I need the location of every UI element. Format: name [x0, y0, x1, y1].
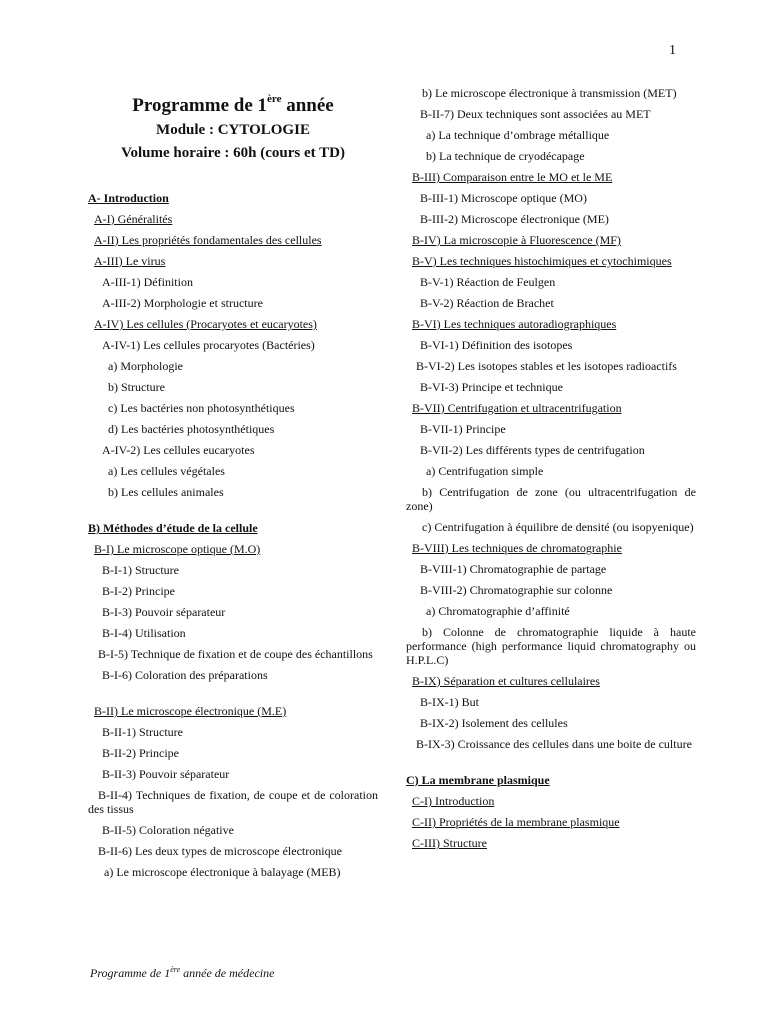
outline-heading [406, 254, 696, 268]
outline-text: a) Le microscope électronique à balayage (MEB) [104, 865, 341, 879]
outline-heading [406, 815, 696, 829]
outline-item [406, 128, 696, 142]
outline-item [406, 191, 696, 205]
outline-heading [88, 191, 378, 205]
outline-text: C) La membrane plasmique [406, 773, 550, 787]
outline-text: C-III) Structure [412, 836, 487, 850]
outline-item [88, 865, 378, 879]
outline-item [88, 563, 378, 577]
outline-text: a) Les cellules végétales [108, 464, 225, 478]
outline-item [88, 275, 378, 289]
outline-item [88, 844, 378, 858]
outline-text: A-IV) Les cellules (Procaryotes et eucaryotes) [94, 317, 317, 331]
outline-text: B-III-1) Microscope optique (MO) [420, 191, 587, 205]
outline-text: B-I-2) Principe [102, 584, 175, 598]
outline-item [406, 520, 696, 534]
outline-text: B-IX-2) Isolement des cellules [420, 716, 568, 730]
right-outline [406, 86, 696, 850]
outline-text: a) Morphologie [108, 359, 183, 373]
outline-text: A-IV-1) Les cellules procaryotes (Bactéries) [102, 338, 315, 352]
outline-text: B-VIII-2) Chromatographie sur colonne [420, 583, 613, 597]
outline-heading [406, 541, 696, 555]
outline-text: B-I-6) Coloration des préparations [102, 668, 268, 682]
outline-text: B-I) Le microscope optique (M.O) [94, 542, 261, 556]
outline-heading [88, 704, 378, 718]
outline-text: B-II-7) Deux techniques sont associées au MET [420, 107, 651, 121]
outline-text: A-II) Les propriétés fondamentales des cellules [94, 233, 322, 247]
outline-heading [88, 317, 378, 331]
outline-text: A-III-2) Morphologie et structure [102, 296, 263, 310]
outline-text: d) Les bactéries photosynthétiques [108, 422, 275, 436]
outline-text: B-II) Le microscope électronique (M.E) [94, 704, 287, 718]
outline-heading [406, 674, 696, 688]
outline-item [88, 668, 378, 682]
outline-item [88, 338, 378, 352]
outline-text: B-VII) Centrifugation et ultracentrifugation [412, 401, 622, 415]
outline-text: B-VII-2) Les différents types de centrifugation [420, 443, 645, 457]
outline-text: c) Centrifugation à équilibre de densité (ou isopyenique) [422, 520, 694, 534]
outline-item [406, 485, 696, 513]
module-title: Module : CYTOLOGIE [156, 122, 310, 138]
page-number: 1 [669, 43, 676, 58]
outline-text: B-VI-1) Définition des isotopes [420, 338, 573, 352]
outline-text: A-I) Généralités [94, 212, 173, 226]
outline-text: B-I-1) Structure [102, 563, 179, 577]
outline-item [406, 562, 696, 576]
outline-text: B-II-2) Principe [102, 746, 179, 760]
outline-item [406, 296, 696, 310]
outline-item [88, 626, 378, 640]
outline-heading [88, 542, 378, 556]
outline-item [406, 212, 696, 226]
page-footer: Programme de 1ère année de médecine [90, 965, 275, 980]
outline-item [88, 485, 378, 499]
left-column [88, 84, 378, 886]
outline-text: B-V) Les techniques histochimiques et cytochimiques [412, 254, 672, 268]
outline-text: B-II-1) Structure [102, 725, 183, 739]
outline-item [88, 296, 378, 310]
outline-item [406, 695, 696, 709]
page-title: Programme de 1ère année [132, 93, 334, 116]
outline-text: B-VIII) Les techniques de chromatographie [412, 541, 622, 555]
outline-item [88, 823, 378, 837]
outline-item [88, 443, 378, 457]
outline-heading [406, 836, 696, 850]
outline-text: B-III-2) Microscope électronique (ME) [420, 212, 609, 226]
outline-text: B-VIII-1) Chromatographie de partage [420, 562, 607, 576]
outline-text: B-IX) Séparation et cultures cellulaires [412, 674, 600, 688]
outline-text: B-III) Comparaison entre le MO et le ME [412, 170, 613, 184]
outline-item [88, 767, 378, 781]
outline-text: A- Introduction [88, 191, 169, 205]
outline-heading [88, 254, 378, 268]
outline-text: B-II-6) Les deux types de microscope électronique [98, 844, 342, 858]
volume-horaire: Volume horaire : 60h (cours et TD) [121, 145, 345, 161]
outline-item [406, 359, 696, 373]
outline-text: B-VI-2) Les isotopes stables et les isotopes radioactifs [416, 359, 677, 373]
outline-text: B-VII-1) Principe [420, 422, 506, 436]
outline-item [406, 380, 696, 394]
outline-heading [88, 212, 378, 226]
outline-item [88, 746, 378, 760]
outline-item [88, 380, 378, 394]
outline-heading [406, 794, 696, 808]
outline-text: B-II-3) Pouvoir séparateur [102, 767, 230, 781]
outline-text: B) Méthodes d’étude de la cellule [88, 521, 258, 535]
outline-text: B-IX-3) Croissance des cellules dans une boite de culture [416, 737, 692, 751]
outline-text: C-II) Propriétés de la membrane plasmique [412, 815, 620, 829]
outline-heading [406, 317, 696, 331]
outline-text: b) Structure [108, 380, 165, 394]
outline-text: a) Centrifugation simple [426, 464, 544, 478]
outline-item [406, 338, 696, 352]
outline-text: B-II-4) Techniques de fixation, de coupe et de coloration des tissus [88, 788, 378, 816]
outline-item [406, 149, 696, 163]
outline-text: B-IV) La microscopie à Fluorescence (MF) [412, 233, 621, 247]
outline-item [406, 86, 696, 100]
outline-item [88, 464, 378, 478]
outline-item [88, 401, 378, 415]
outline-heading [406, 401, 696, 415]
outline-text: B-VI-3) Principe et technique [420, 380, 563, 394]
outline-text: B-I-4) Utilisation [102, 626, 186, 640]
outline-text: b) Centrifugation de zone (ou ultracentrifugation de zone) [406, 485, 696, 513]
outline-item [406, 107, 696, 121]
outline-text: B-IX-1) But [420, 695, 479, 709]
outline-item [88, 605, 378, 619]
outline-item [88, 647, 378, 661]
outline-text: C-I) Introduction [412, 794, 495, 808]
outline-item [88, 359, 378, 373]
outline-text: b) Les cellules animales [108, 485, 224, 499]
outline-heading [88, 233, 378, 247]
outline-item [406, 422, 696, 436]
outline-text: a) La technique d’ombrage métallique [426, 128, 610, 142]
outline-text: B-V-2) Réaction de Brachet [420, 296, 554, 310]
outline-text: A-IV-2) Les cellules eucaryotes [102, 443, 255, 457]
left-outline [88, 191, 378, 879]
outline-text: B-VI) Les techniques autoradiographiques [412, 317, 617, 331]
outline-heading [406, 233, 696, 247]
outline-item [406, 716, 696, 730]
outline-item [406, 604, 696, 618]
outline-item [88, 584, 378, 598]
outline-item [88, 422, 378, 436]
outline-text: B-I-5) Technique de fixation et de coupe des échantillons [98, 647, 373, 661]
outline-item [88, 725, 378, 739]
outline-item [406, 583, 696, 597]
outline-text: A-III-1) Définition [102, 275, 193, 289]
outline-text: a) Chromatographie d’affinité [426, 604, 570, 618]
outline-item [406, 464, 696, 478]
outline-item [88, 788, 378, 816]
right-column [406, 86, 696, 857]
outline-item [406, 443, 696, 457]
outline-text: b) Le microscope électronique à transmission (MET) [422, 86, 677, 100]
outline-heading [406, 773, 696, 787]
outline-text: b) La technique de cryodécapage [426, 149, 585, 163]
outline-item [406, 275, 696, 289]
outline-heading [88, 521, 378, 535]
outline-item [406, 625, 696, 667]
outline-text: B-V-1) Réaction de Feulgen [420, 275, 556, 289]
outline-text: B-II-5) Coloration négative [102, 823, 234, 837]
outline-text: b) Colonne de chromatographie liquide à haute performance (high performance liquid chromatography ou H.P.L.C) [406, 625, 696, 667]
outline-item [406, 737, 696, 751]
title-block [88, 86, 378, 165]
outline-text: A-III) Le virus [94, 254, 166, 268]
outline-text: B-I-3) Pouvoir séparateur [102, 605, 226, 619]
outline-text: c) Les bactéries non photosynthétiques [108, 401, 295, 415]
outline-heading [406, 170, 696, 184]
